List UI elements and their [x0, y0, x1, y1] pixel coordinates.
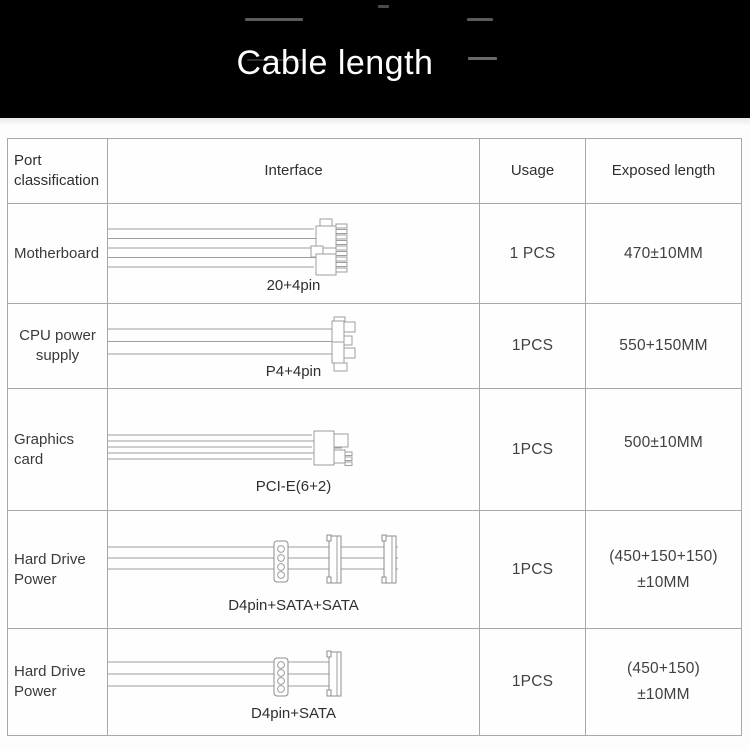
sata-connector [382, 535, 396, 583]
cell-interface-hard-drive-power [108, 511, 480, 629]
page-title: Cable length [236, 44, 434, 82]
exposed-length-line2: ±10MM [637, 573, 690, 591]
cell-port-motherboard: Motherboard [8, 204, 108, 304]
decor-dash [378, 5, 389, 8]
hero-banner [0, 0, 750, 118]
cell-port-graphics-card: Graphics card [8, 389, 108, 511]
cable-length-table [7, 138, 742, 736]
cell-exposed-hard-drive-power-2 [586, 629, 742, 736]
cell-port-hard-drive-power-2: Hard Drive Power [8, 629, 108, 736]
decor-dash [467, 18, 493, 21]
cell-port-cpu-power: CPU power supply [8, 304, 108, 389]
exposed-length-line2: ±10MM [637, 686, 690, 703]
cell-usage-motherboard: 1 PCS [480, 204, 586, 304]
cell-exposed-motherboard: 470±10MM [586, 204, 742, 304]
cell-exposed-hard-drive-power [586, 511, 742, 629]
cell-interface-hard-drive-power-2 [108, 629, 480, 736]
column-header-exposed-length: Exposed length [586, 139, 742, 204]
cell-usage-hard-drive-power-2: 1PCS [480, 629, 586, 736]
cell-usage-graphics-card: 1PCS [480, 389, 586, 511]
cell-exposed-graphics-card: 500±10MM [586, 389, 742, 511]
column-header-usage: Usage [480, 139, 586, 204]
interface-label: 20+4pin [266, 277, 321, 294]
exposed-length-line1: (450+150+150) [609, 547, 718, 565]
cell-interface-motherboard [108, 204, 480, 304]
sata-connector [327, 651, 341, 696]
cell-interface-graphics-card [108, 389, 480, 511]
decor-dash [245, 18, 303, 21]
hero-shadow [0, 118, 750, 126]
d4pin-connector [274, 658, 288, 696]
cell-exposed-cpu-power: 550+150MM [586, 304, 742, 389]
cell-interface-cpu-power [108, 304, 480, 389]
d4pin-connector [274, 541, 288, 582]
interface-label: P4+4pin [265, 363, 322, 380]
cell-port-hard-drive-power: Hard Drive Power [8, 511, 108, 629]
interface-label: D4pin+SATA [251, 705, 336, 722]
column-header-port-classification: Port classification [8, 139, 108, 204]
interface-label: D4pin+SATA+SATA [228, 597, 359, 614]
cell-usage-hard-drive-power: 1PCS [480, 511, 586, 629]
sata-connector [327, 535, 341, 583]
interface-label: PCI-E(6+2) [255, 478, 332, 495]
column-header-interface: Interface [108, 139, 480, 204]
cell-usage-cpu-power: 1PCS [480, 304, 586, 389]
exposed-length-line1: (450+150) [627, 660, 700, 677]
